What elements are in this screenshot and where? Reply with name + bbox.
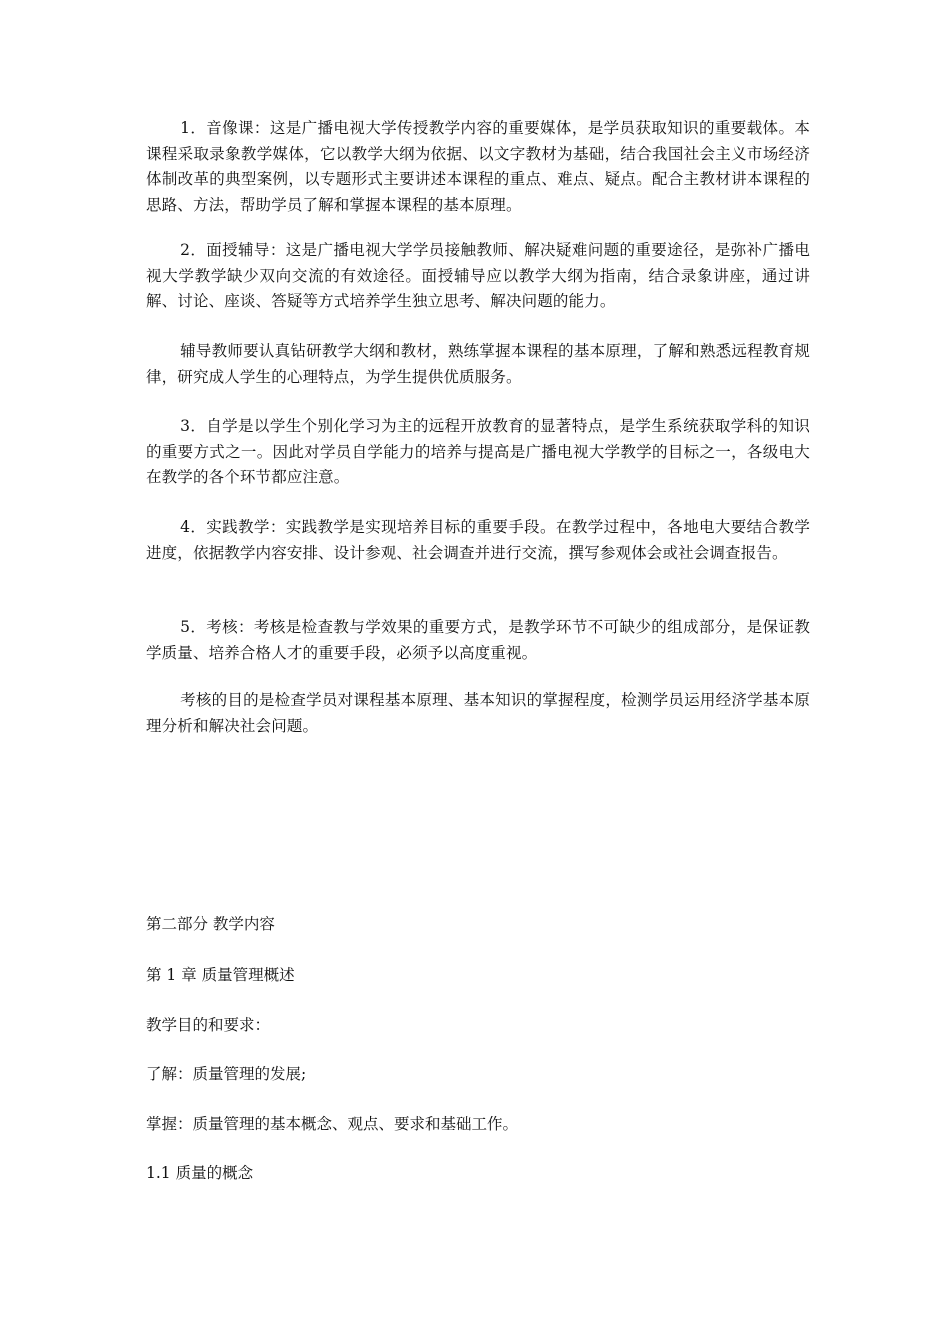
paragraph-assessment: 5．考核：考核是检查教与学效果的重要方式，是教学环节不可缺少的组成部分，是保证教学质量、培养合格人才的重要手段，必须予以高度重视。 xyxy=(146,618,810,662)
paragraph-practical-teaching: 4．实践教学：实践教学是实现培养目标的重要手段。在教学过程中，各地电大要结合教学进度，依据教学内容安排、设计参观、社会调查并进行交流，撰写参观体会或社会调查报告。 xyxy=(146,518,810,562)
part-title: 第二部分 教学内容 xyxy=(146,915,275,933)
paragraph-self-study: 3．自学是以学生个别化学习为主的远程开放教育的显著特点，是学生系统获取学科的知识的重要方式之一。因此对学员自学能力的培养与提高是广播电视大学教学的目标之一，各级电大在教学的各个环节都应注意。 xyxy=(146,417,810,486)
objective-understand: 了解：质量管理的发展; xyxy=(146,1065,307,1083)
subsection-title: 1.1 质量的概念 xyxy=(146,1164,254,1182)
objectives-heading: 教学目的和要求： xyxy=(146,1016,271,1034)
paragraph-tutor-requirements: 辅导教师要认真钻研教学大纲和教材，熟练掌握本课程的基本原理，了解和熟悉远程教育规律，研究成人学生的心理特点，为学生提供优质服务。 xyxy=(146,342,810,386)
chapter-title: 第 1 章 质量管理概述 xyxy=(146,966,295,984)
paragraph-audio-video-course: 1．音像课：这是广播电视大学传授教学内容的重要媒体，是学员获取知识的重要载体。本课程采取录象教学媒体，它以教学大纲为依据、以文字教材为基础，结合我国社会主义市场经济体制改革的典型案例，以专题形式主要讲述本课程的重点、难点、疑点。配合主教材讲本课程的思路、方法，帮助学员了解和掌握本课程的基本原理。 xyxy=(146,119,810,214)
paragraph-face-to-face-tutoring: 2．面授辅导：这是广播电视大学学员接触教师、解决疑难问题的重要途径，是弥补广播电视大学教学缺少双向交流的有效途径。面授辅导应以教学大纲为指南，结合录象讲座，通过讲解、讨论、座谈、答疑等方式培养学生独立思考、解决问题的能力。 xyxy=(146,241,810,310)
objective-master: 掌握：质量管理的基本概念、观点、要求和基础工作。 xyxy=(146,1115,519,1133)
paragraph-assessment-purpose: 考核的目的是检查学员对课程基本原理、基本知识的掌握程度，检测学员运用经济学基本原理分析和解决社会问题。 xyxy=(146,691,810,735)
